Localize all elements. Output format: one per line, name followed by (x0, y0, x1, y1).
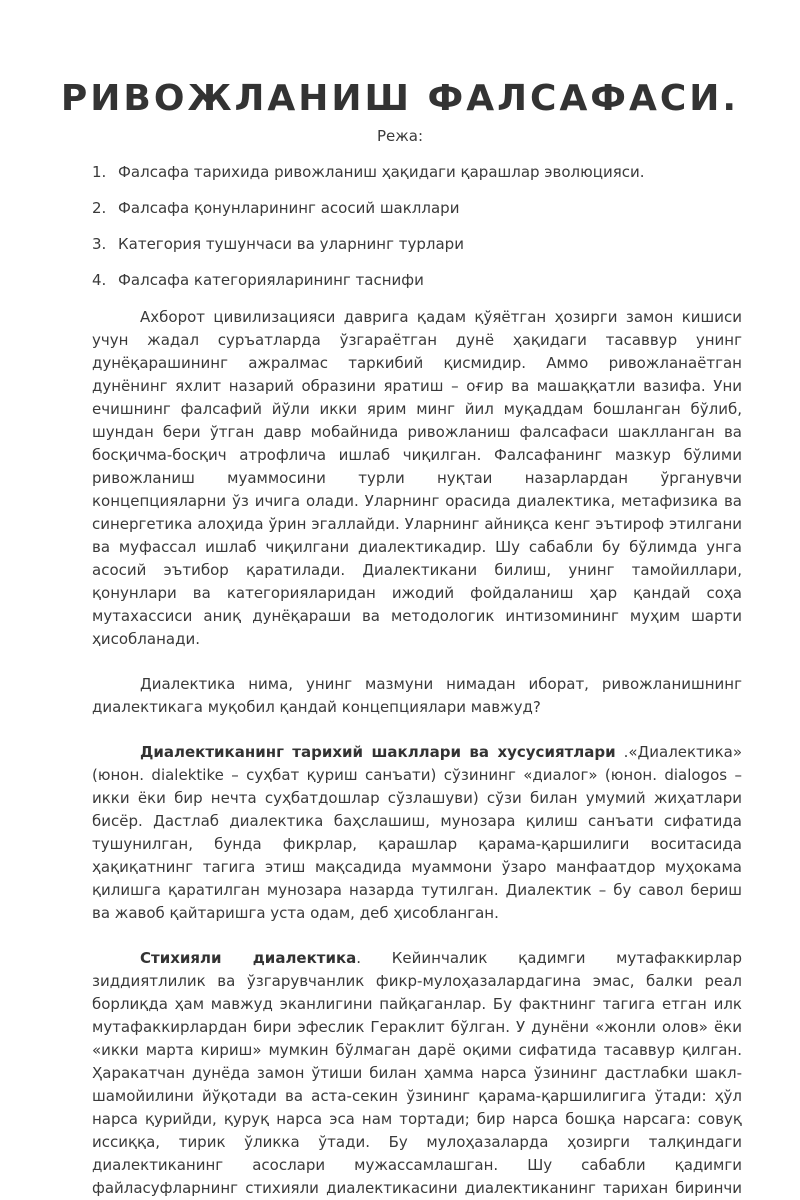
plan-item (92, 235, 732, 271)
section-heading: Диалектиканинг тарихий шакллари ва хусусиятлари (140, 743, 616, 761)
plan-item (92, 199, 732, 235)
document-body (92, 306, 742, 1200)
plan-item-number: 1. (92, 163, 107, 181)
plan-item-number: 2. (92, 199, 107, 217)
plan-item (92, 271, 732, 307)
paragraph-text: Ахборот цивилизацияси даврига қадам қўяётган ҳозирги замон кишиси учун жадал суръатларда ўзгараётган дунё ҳақидаги тасаввур унинг дунёқарашининг ажралмас таркибий қисмидир. Аммо ривожланаётган дунёнинг яхлит назарий образини яратиш – оғир ва машаққатли вазифа. Уни ечишнинг фалсафий йўли икки ярим минг йил муқаддам бошланган бўлиб, шундан бери ўтган давр мобайнида ривожланиш фалсафаси шаклланган ва босқичма-босқич атрофлича ишлаб чиқилган. Фалсафанинг мазкур бўлими ривожланиш муаммосини турли нуқтаи назарлардан ўрганувчи концепцияларни ўз ичига олади. Уларнинг орасида диалектика, метафизика ва синергетика алоҳида ўрин эгаллайди. Уларнинг айниқса кенг эътироф этилгани ва муфассал ишлаб чиқилгани диалектикадир. Шу сабабли бу бўлимда унга асосий эътибор қаратилади. Диалектикани билиш, унинг тамойиллари, қонунлари ва категорияларидан ижодий фойдаланиш ҳар қандай соҳа мутахассиси аниқ дунёқараши ва методологик интизомининг муҳим шарти ҳисобланади. (92, 308, 742, 648)
paragraph-text: . Кейинчалик қадимги мутафаккирлар зиддиятлилик ва ўзгарувчанлик фикр-мулоҳазалардагина эмас, балки реал борлиқда ҳам мавжуд эканлигини пайқаганлар. Бу фактнинг тагига етган илк мутафаккирлардан бири эфеслик Гераклит бўлган. У дунёни «жонли олов» ёки «икки марта кириш» мумкин бўлмаган дарё оқими сифатида тасаввур қилган. Ҳаракатчан дунёда замон ўтиши билан ҳамма нарса ўзининг дастлабки шакл-шамойилини йўқотади ва аста-секин ўзининг қарама-қаршилигига ўтади: ҳўл нарса қурийди, қуруқ нарса эса нам тортади; бир нарса бошқа нарсага: совуқ иссиққа, тирик ўликка ўтади. Бу мулоҳазаларда ҳозирги талқиндаги диалектиканинг асослари мужассамлашган. Шу сабабли қадимги файласуфларнинг стихияли диалектикасини диалектиканинг тарихан биринчи (92, 949, 742, 1197)
body-paragraph (92, 741, 742, 925)
plan-heading: Режа: (376, 127, 424, 145)
page-title: РИВОЖЛАНИШ ФАЛСАФАСИ. (60, 78, 740, 119)
section-heading: Стихияли диалектика (140, 949, 357, 967)
paragraph-text: .«Диалектика» (юнон. dialektike – суҳбат қуриш санъати) сўзининг «диалог» (юнон. dialogos – икки ёки бир нечта суҳбатдошлар сўзлашуви) сўзи билан умумий жиҳатлари бисёр. Дастлаб диалектика баҳслашиш, мунозара қилиш санъати сифатида тушунилган, бунда фикрлар, қарашлар қарама-қаршилиги воситасида ҳақиқатнинг тагига этиш мақсадида муаммони ўзаро манфаатдор муҳокама қилишга қаратилган мунозара назарда тутилган. Диалектик – бу савол бериш ва жавоб қайтаришга уста одам, деб ҳисобланган. (92, 743, 742, 922)
plan-item-text: Фалсафа тарихида ривожланиш ҳақидаги қарашлар эволюцияси. (118, 163, 645, 181)
plan-item-text: Категория тушунчаси ва уларнинг турлари (118, 235, 464, 253)
body-paragraph (92, 947, 742, 1200)
plan-item-text: Фалсафа қонунларининг асосий шакллари (118, 199, 460, 217)
plan-list (92, 163, 732, 307)
body-paragraph (92, 306, 742, 651)
plan-item-number: 4. (92, 271, 107, 289)
plan-item (92, 163, 732, 199)
body-paragraph (92, 673, 742, 719)
paragraph-text: Диалектика нима, унинг мазмуни нимадан иборат, ривожланишнинг диалектикага муқобил қандай концепциялари мавжуд? (92, 675, 742, 716)
plan-item-number: 3. (92, 235, 107, 253)
plan-item-text: Фалсафа категорияларининг таснифи (118, 271, 424, 289)
